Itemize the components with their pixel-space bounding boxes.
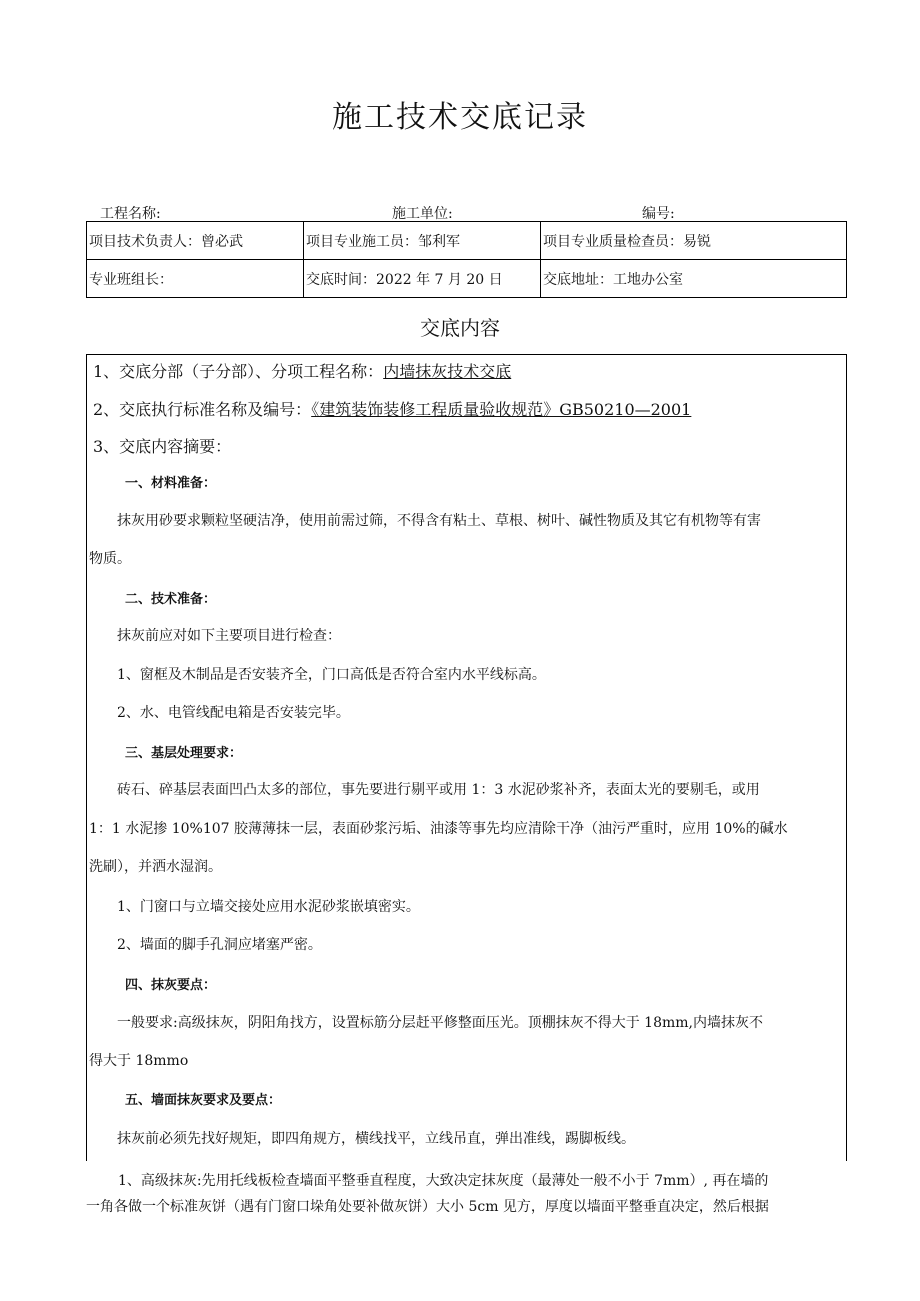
- content-line-3: 3、交底内容摘要：: [93, 437, 232, 456]
- info-table: [86, 221, 847, 298]
- paragraph: 一角各做一个标准灰饼（遇有门窗口垛角处要补做灰饼）大小 5cm 见方，厚度以墙面平整垂直决定，然后根据: [86, 1199, 769, 1215]
- section-heading-2: 二、技术准备：: [125, 592, 217, 607]
- content-line-1: [93, 359, 846, 382]
- number-label: 编号:: [642, 206, 675, 222]
- paragraph: 抹灰前必须先找好规矩，即四角规方，横线找平，立线吊直，弹出准线，踢脚板线。: [117, 1131, 635, 1147]
- paragraph: 抹灰前应对如下主要项目进行检查：: [117, 628, 341, 644]
- paragraph: 砖石、碎基层表面凹凸太多的部位，事先要进行剔平或用 1：3 水泥砂浆补齐，表面太光的要剔毛，或用: [117, 782, 760, 798]
- briefing-time-cell: 交底时间：2022 年 7 月 20 日: [304, 260, 541, 298]
- subproject-value: 内墙抹灰技术交底: [383, 362, 512, 381]
- paragraph: 洗刷），并洒水湿润。: [89, 859, 222, 875]
- team-leader-cell: 专业班组长：: [87, 260, 304, 298]
- paragraph: 1：1 水泥掺 10%107 胶薄薄抹一层，表面砂浆污垢、油漆等事先均应清除干净（油污严重时，应用 10%的碱水: [89, 821, 788, 837]
- content-box: [86, 354, 847, 1161]
- paragraph: 物质。: [89, 551, 131, 567]
- section-heading-5: 五、墙面抹灰要求及要点：: [125, 1093, 282, 1108]
- construction-unit-label: 施工单位:: [392, 206, 453, 222]
- section-heading-1: 一、材料准备：: [125, 476, 217, 491]
- table-row: [87, 260, 847, 298]
- paragraph: 得大于 18mmo: [89, 1053, 189, 1069]
- page-title: 施工技术交底记录: [332, 100, 588, 135]
- paragraph: 1、窗框及木制品是否安装齐全，门口高低是否符合室内水平线标高。: [117, 667, 546, 683]
- standard-label: 2、交底执行标准名称及编号：: [93, 400, 312, 419]
- standard-value: 《建筑装饰装修工程质量验收规范》GB50210—2001: [311, 400, 692, 419]
- constructor-cell: 项目专业施工员：邹利军: [304, 222, 541, 260]
- project-name-label: 工程名称:: [100, 206, 161, 222]
- paragraph: 抹灰用砂要求颗粒坚硬洁净，使用前需过筛，不得含有粘土、草根、树叶、碱性物质及其它有机物等有害: [117, 513, 761, 529]
- section-heading-4: 四、抹灰要点：: [125, 978, 217, 993]
- quality-inspector-cell: 项目专业质量检查员：易锐: [541, 222, 847, 260]
- paragraph: 2、墙面的脚手孔洞应堵塞严密。: [117, 937, 322, 953]
- subproject-label: 1、交底分部（子分部）、分项工程名称：: [93, 362, 384, 381]
- paragraph: 一般要求:高级抹灰，阴阳角找方，设置标筋分层赶平修整面压光。顶棚抹灰不得大于 18mm,内墙抹灰不: [117, 1015, 763, 1031]
- paragraph: 1、门窗口与立墙交接处应用水泥砂浆嵌填密实。: [117, 899, 420, 915]
- content-title: 交底内容: [420, 316, 500, 340]
- section-heading-3: 三、基层处理要求：: [125, 746, 243, 761]
- paragraph: 2、水、电管线配电箱是否安装完毕。: [117, 705, 350, 721]
- content-line-2: [93, 397, 846, 420]
- table-row: [87, 222, 847, 260]
- briefing-location-cell: 交底地址：工地办公室: [541, 260, 847, 298]
- tech-lead-cell: 项目技术负责人：曾必武: [87, 222, 304, 260]
- paragraph: 1、高级抹灰:先用托线板检查墙面平整垂直程度，大致决定抹灰度（最薄处一般不小于 7mm）, 再在墙的: [118, 1173, 769, 1189]
